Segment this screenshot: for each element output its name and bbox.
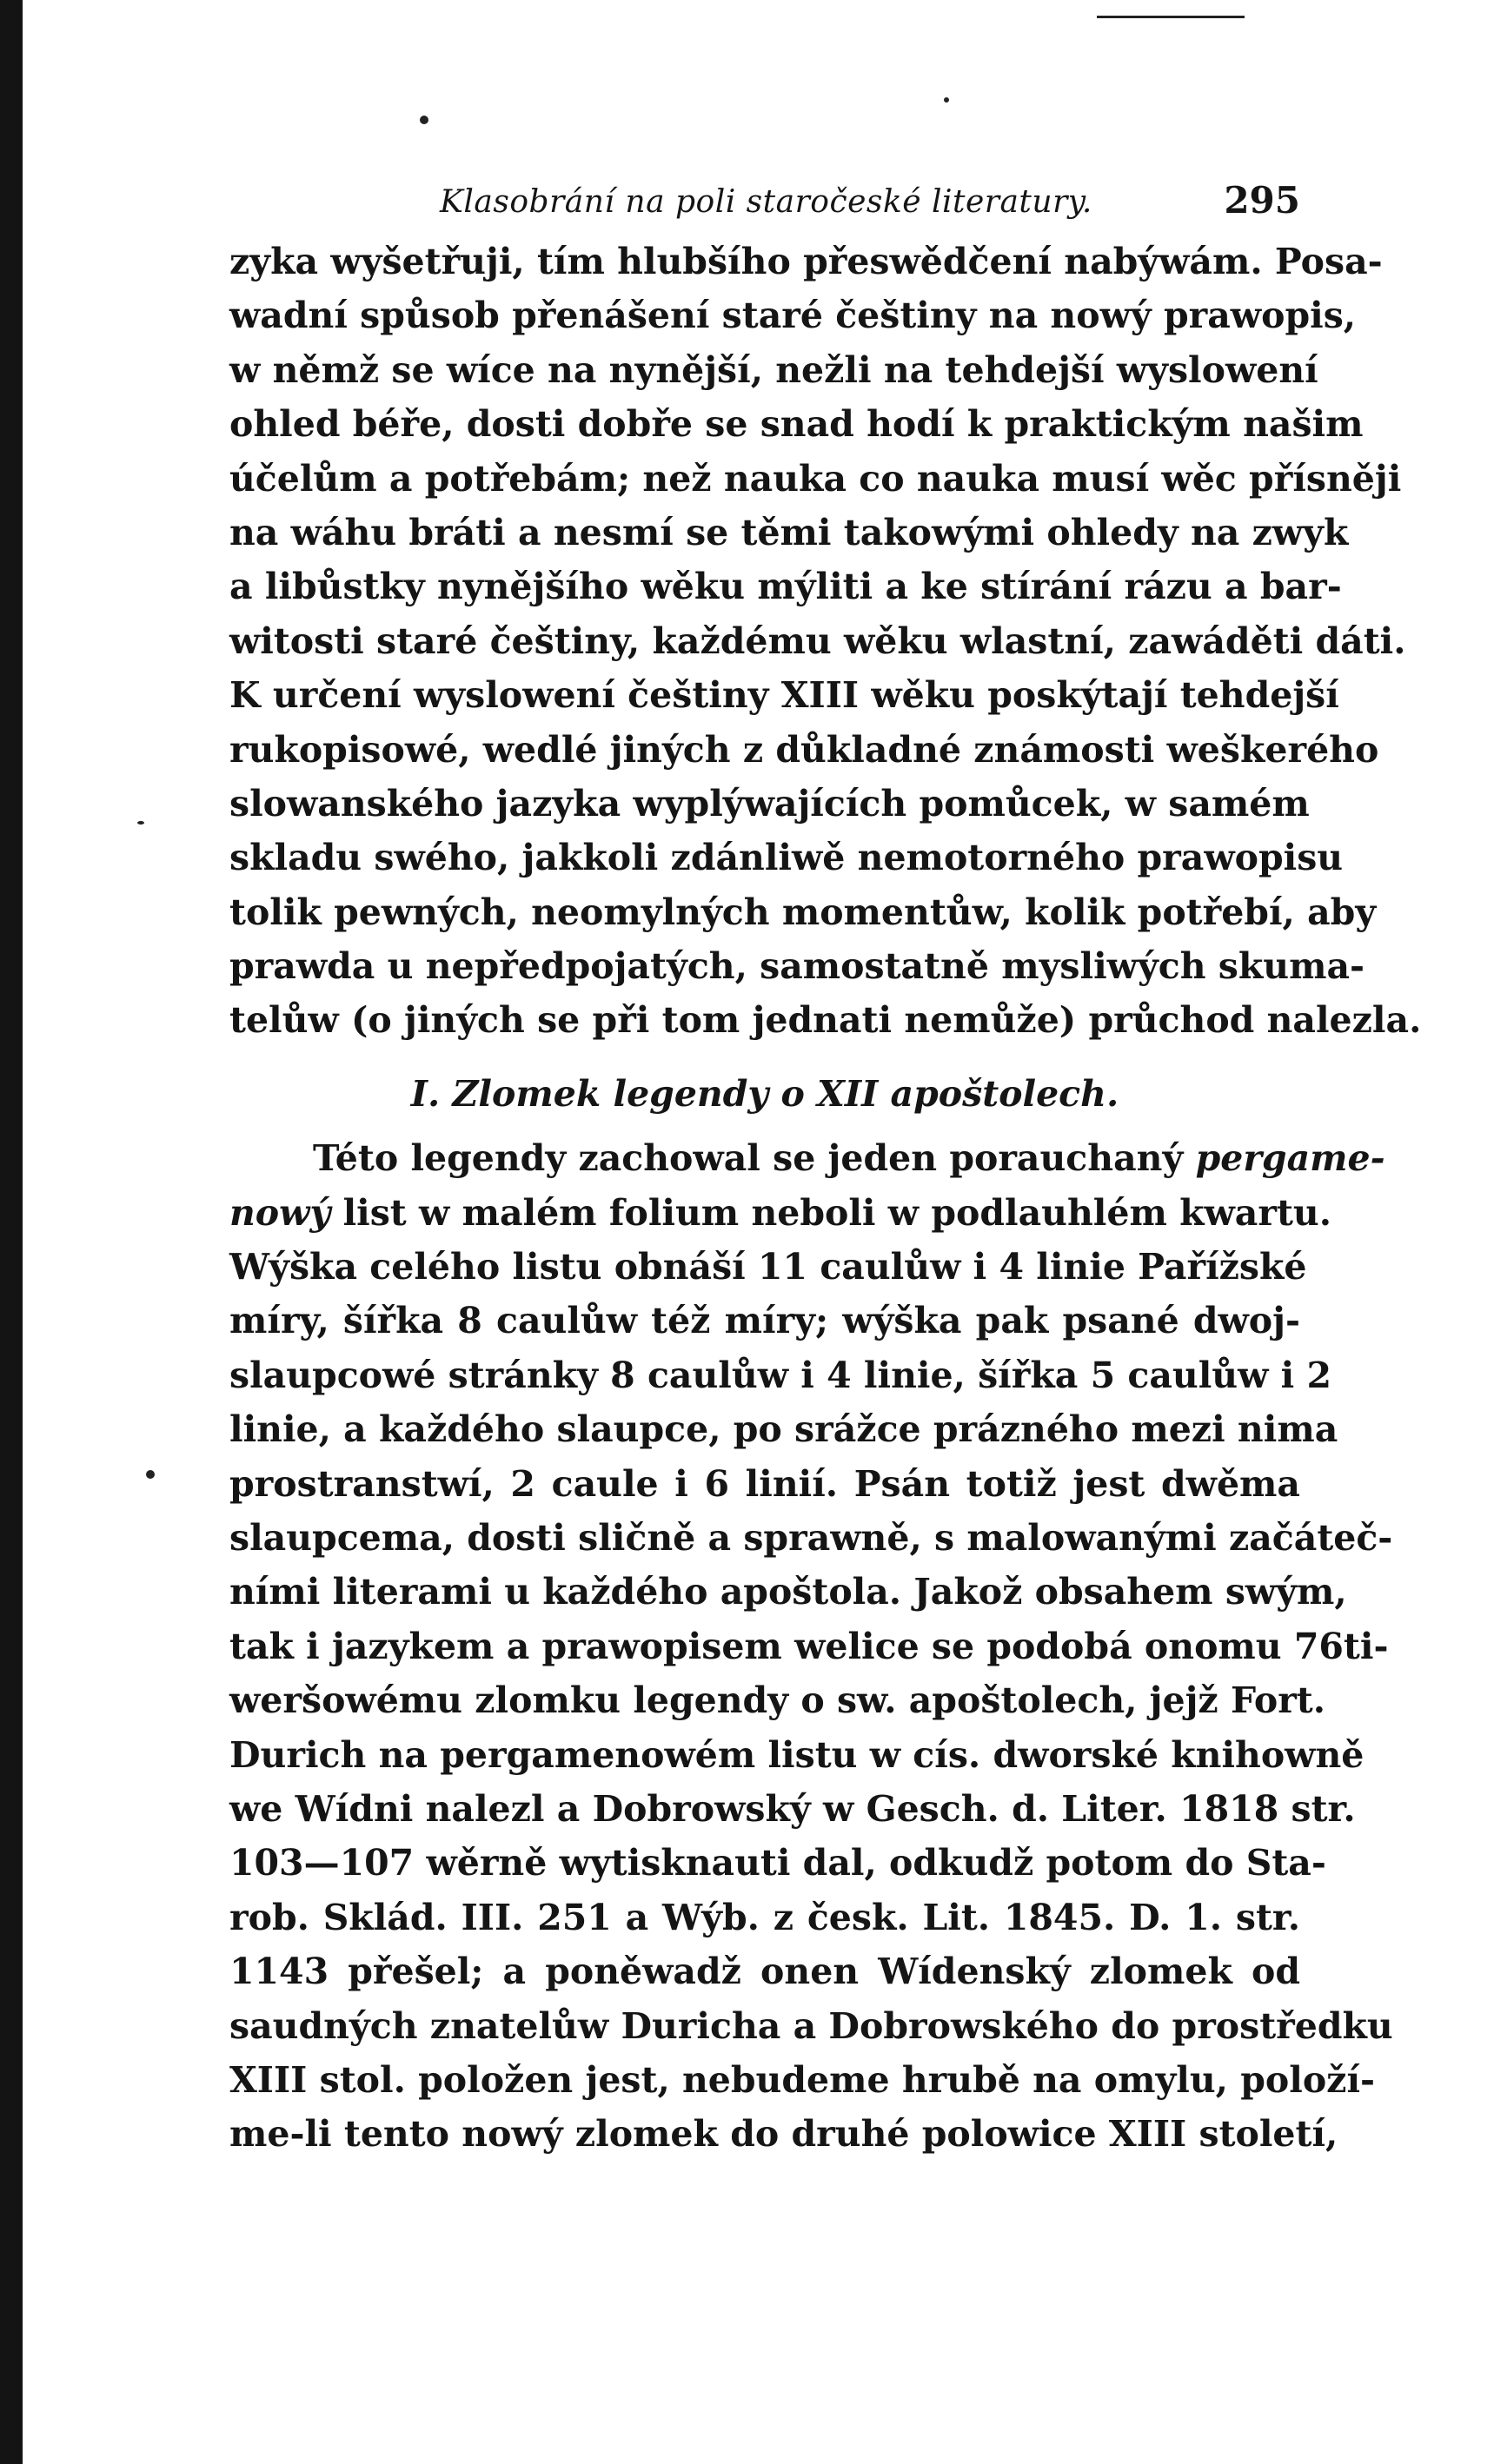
text-line: míry, šířka 8 caulůw též míry; wýška pak psané dwoj- — [229, 1300, 1300, 1342]
line-text: Této legendy zachowal se jeden porauchaný — [313, 1137, 1184, 1180]
text-line: slaupcowé stránky 8 caulůw i 4 linie, šířka 5 caulůw i 2 — [229, 1354, 1332, 1396]
text-line: tolik pewných, neomylných momentůw, kolik potřebí, aby — [229, 891, 1377, 933]
book-page — [229, 174, 1422, 2162]
text-line — [229, 1131, 1385, 1185]
running-title: Klasobrání na poli staročeské literatury. — [440, 184, 1092, 220]
scan-speck — [146, 1470, 155, 1479]
text-line: slaupcema, dosti sličně a sprawně, s malowanými začáteč- — [229, 1516, 1393, 1559]
paragraph-2 — [229, 1131, 1393, 2161]
text-line: wadní spůsob přenášení staré češtiny na nowý prawopis, — [229, 295, 1357, 337]
scan-speck — [420, 116, 428, 124]
text-line: prostranstwí, 2 caule i 6 linií. Psán totiž jest dwěma — [229, 1462, 1300, 1505]
text-line: linie, a každého slaupce, po srážce prázného mezi nima — [229, 1408, 1338, 1451]
text-line: skladu swého, jakkoli zdánliwě nemotorného prawopisu — [229, 837, 1344, 879]
text-line: na wáhu bráti a nesmí se těmi takowými ohledy na zwyk — [229, 511, 1349, 553]
text-line: zyka wyšetřuji, tím hlubšího přeswědčení nabýwám. Posa- — [229, 241, 1383, 282]
page-number: 295 — [1224, 179, 1300, 222]
text-line: rukopisowé, wedlé jiných z důkladné známosti weškerého — [229, 728, 1379, 771]
text-line: saudných znatelůw Duricha a Dobrowského do prostředku — [229, 2004, 1393, 2047]
text-line: Wýška celého listu obnáší 11 caulůw i 4 linie Pařížské — [229, 1246, 1307, 1288]
text-line: Durich na pergamenowém listu w cís. dworské knihowně — [229, 1733, 1365, 1776]
text-line: w němž se wíce na nynější, nežli na tehdejší wyslowení — [229, 348, 1318, 391]
section-heading: I. Zlomek legendy o XII apoštolech. — [410, 1072, 1119, 1115]
text-line: weršowému zlomku legendy o sw. apoštolech, jejž Fort. — [229, 1679, 1326, 1722]
text-line: prawda u nepředpojatých, samostatně mysliwých skuma- — [229, 945, 1365, 988]
text-line: účelům a potřebám; než nauka co nauka musí wěc přísněji — [229, 457, 1402, 500]
text-line: rob. Sklád. III. 251 a Wýb. z česk. Lit. 1845. D. 1. str. — [229, 1896, 1300, 1938]
scan-left-edge — [0, 0, 23, 2464]
paragraph-1 — [229, 235, 1422, 1048]
italic-word: pergame- — [1195, 1137, 1385, 1180]
text-line: slowanského jazyka wyplýwajících pomůcek, w samém — [229, 782, 1310, 825]
text-line: telůw (o jiných se při tom jednati nemůže) průchod nalezla. — [229, 999, 1422, 1042]
italic-word: nowý — [229, 1191, 331, 1234]
line-text: list w malém folium neboli w podlauhlém kwartu. — [342, 1191, 1331, 1234]
scan-top-rule — [1097, 16, 1245, 18]
text-line: K určení wyslowení češtiny XIII wěku poskýtají tehdejší — [229, 674, 1339, 717]
text-line: ními literami u každého apoštola. Jakož obsahem swým, — [229, 1571, 1347, 1613]
text-line: a libůstky nynějšího wěku mýliti a ke stírání rázu a bar- — [229, 566, 1342, 608]
text-line: XIII stol. položen jest, nebudeme hrubě na omylu, položí- — [229, 2058, 1376, 2101]
text-line: witosti staré češtiny, každému wěku wlastní, zawáděti dáti. — [229, 619, 1406, 662]
scan-speck — [944, 97, 949, 103]
text-line: ohled béře, dosti dobře se snad hodí k praktickým našim — [229, 403, 1364, 446]
text-line: we Wídni nalezl a Dobrowský w Gesch. d. Liter. 1818 str. — [229, 1787, 1356, 1830]
text-line: 103—107 wěrně wytisknauti dal, odkudž potom do Sta- — [229, 1842, 1326, 1884]
running-head — [229, 174, 1300, 235]
text-line: 1143 přešel; a poněwadž onen Wídenský zlomek od — [229, 1951, 1300, 1993]
text-line — [229, 1186, 1331, 1240]
text-line: tak i jazykem a prawopisem welice se podobá onomu 76ti- — [229, 1625, 1389, 1667]
text-line: me-li tento nowý zlomek do druhé polowice XIII století, — [229, 2113, 1338, 2156]
scan-speck — [137, 821, 144, 825]
